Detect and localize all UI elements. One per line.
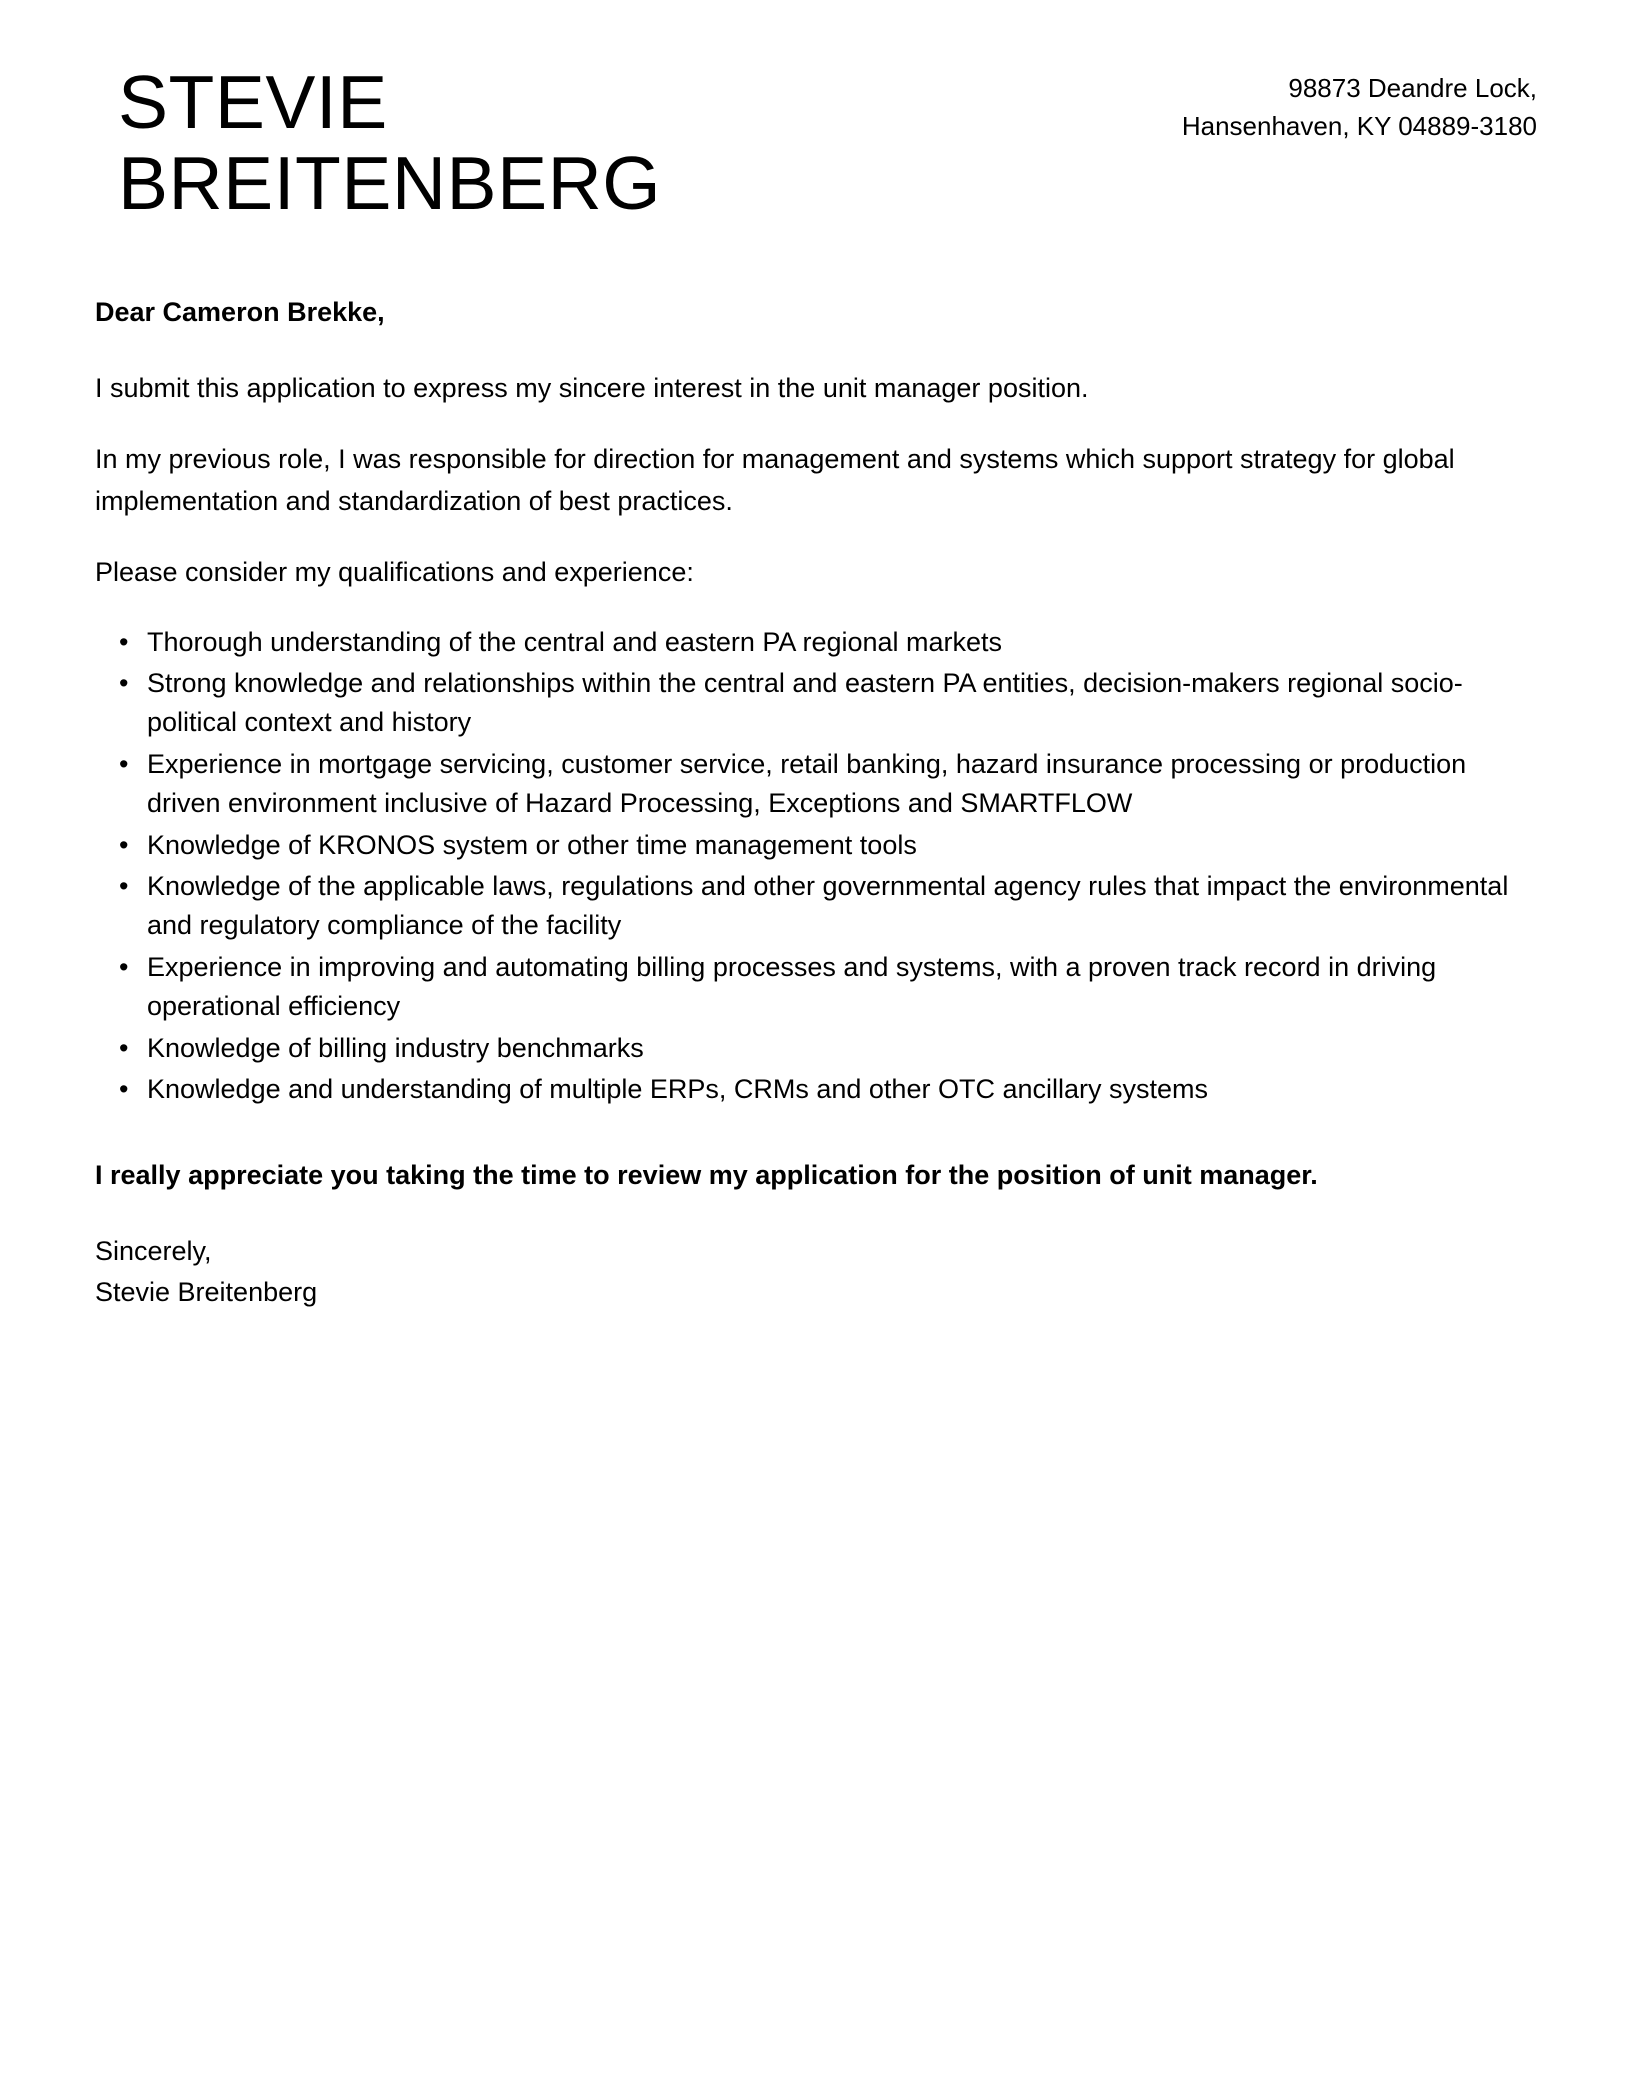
bullet-icon: • — [119, 626, 129, 657]
list-item — [95, 867, 1540, 946]
sender-name — [118, 62, 661, 224]
salutation: Dear Cameron Brekke, — [95, 297, 385, 327]
bullet-icon: • — [119, 748, 129, 779]
sender-name-line-1: STEVIE — [118, 60, 388, 144]
closing-statement: I really appreciate you taking the time to review my application for the position of unit manager. — [95, 1160, 1318, 1191]
letter-body — [0, 294, 1632, 1312]
signoff-salutation: Sincerely, — [95, 1236, 212, 1267]
list-item — [95, 623, 1540, 662]
sender-name-line-2: BREITENBERG — [118, 141, 662, 225]
bullet-icon: • — [119, 667, 129, 698]
list-item — [95, 1070, 1540, 1109]
sender-address-line-1: 98873 Deandre Lock, — [1288, 73, 1537, 103]
paragraph-experience: In my previous role, I was responsible for direction for management and systems which support strategy for global implementation and standardization of best practices. — [95, 444, 1455, 516]
signature-block — [95, 1231, 1540, 1312]
qualifications-list — [95, 623, 1540, 1110]
list-item — [95, 1029, 1540, 1068]
list-item-text: Knowledge of billing industry benchmarks — [147, 1032, 644, 1063]
paragraph-intro: I submit this application to express my sincere interest in the unit manager position. — [95, 373, 1089, 404]
list-item-text: Knowledge of the applicable laws, regulations and other governmental agency rules that impact the environmental and regulatory compliance of the facility — [147, 871, 1509, 941]
sender-address-line-2: Hansenhaven, KY 04889-3180 — [1181, 110, 1537, 141]
list-item-text: Knowledge of KRONOS system or other time management tools — [147, 829, 917, 860]
list-item-text: Thorough understanding of the central and eastern PA regional markets — [147, 626, 1003, 657]
list-item-text: Strong knowledge and relationships within the central and eastern PA entities, decision-makers regional socio-political context and history — [147, 667, 1463, 738]
letter-header — [0, 0, 1632, 224]
list-item-text: Experience in mortgage servicing, customer service, retail banking, hazard insurance processing or production driven environment inclusive of Hazard Processing, Exceptions and SMARTFLOW — [147, 748, 1467, 819]
bullet-icon: • — [119, 829, 129, 860]
list-item — [95, 826, 1540, 865]
bullet-icon: • — [119, 871, 129, 901]
paragraph-qualifications-lead-in: Please consider my qualifications and experience: — [95, 556, 694, 587]
list-item — [95, 948, 1540, 1027]
list-item — [95, 745, 1540, 824]
list-item — [95, 664, 1540, 743]
sender-address — [1182, 62, 1537, 145]
bullet-icon: • — [119, 1074, 129, 1105]
list-item-text: Experience in improving and automating billing processes and systems, with a proven track record in driving operational efficiency — [147, 951, 1437, 1022]
list-item-text: Knowledge and understanding of multiple ERPs, CRMs and other OTC ancillary systems — [147, 1074, 1208, 1105]
signoff-name: Stevie Breitenberg — [95, 1276, 318, 1307]
bullet-icon: • — [119, 951, 129, 982]
bullet-icon: • — [119, 1032, 129, 1063]
